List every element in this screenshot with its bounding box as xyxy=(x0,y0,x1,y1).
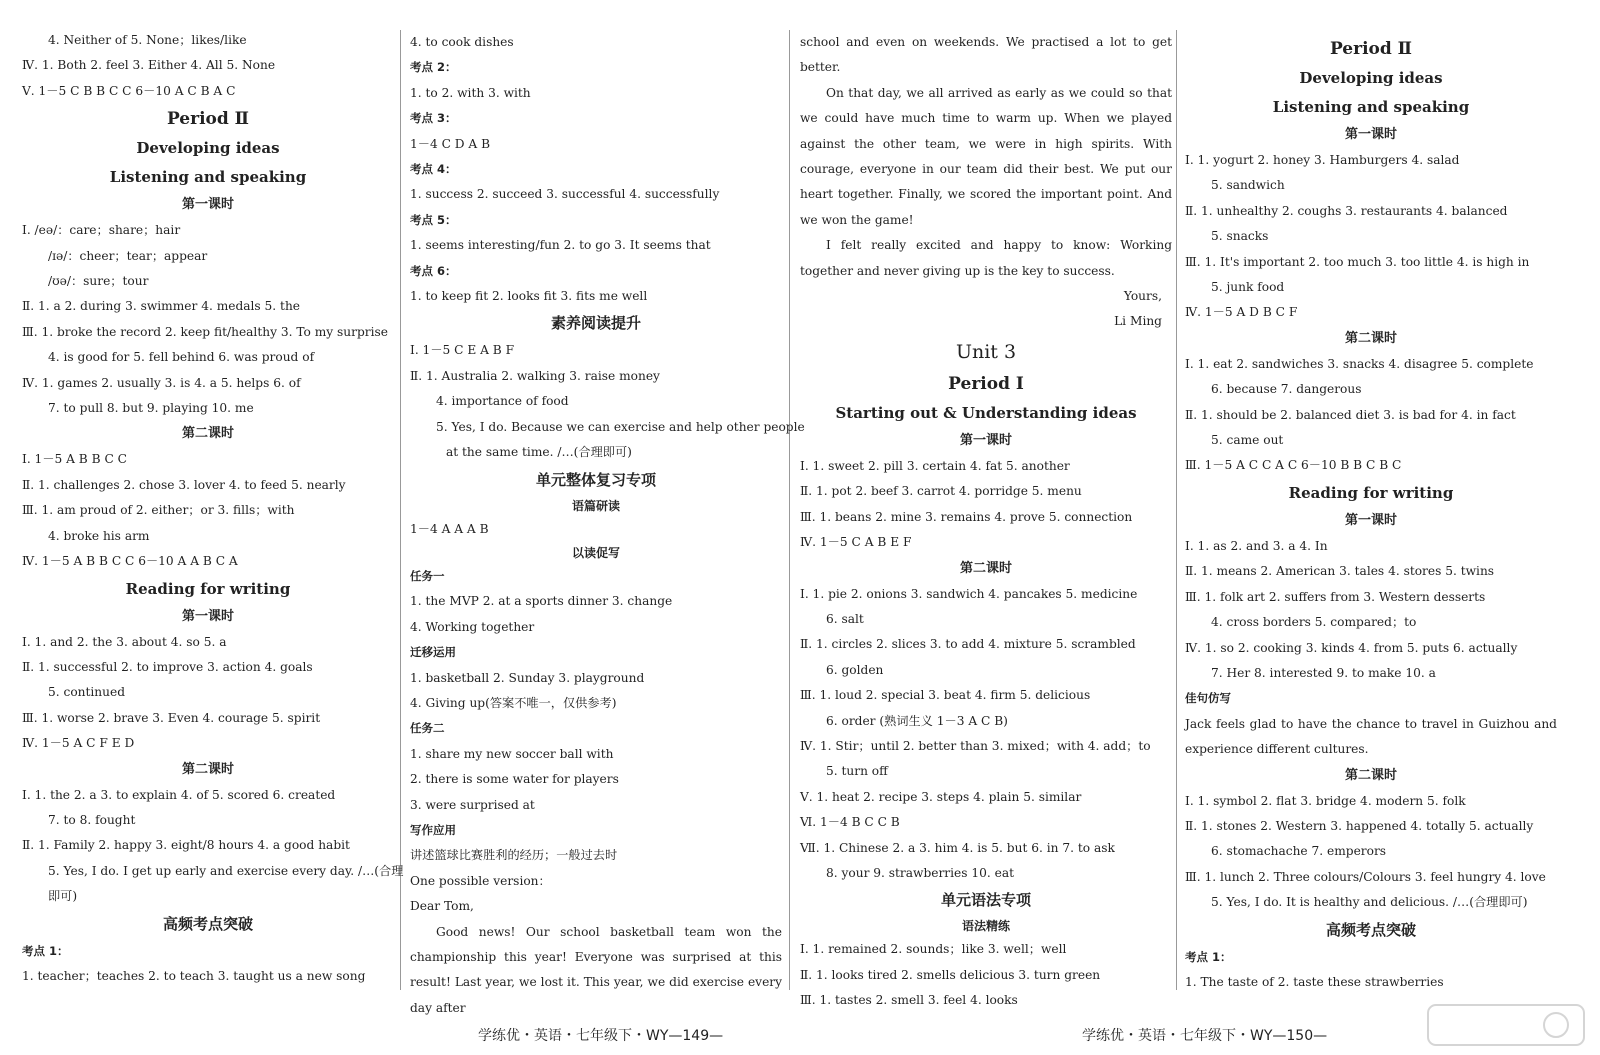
section-heading: Developing ideas xyxy=(136,139,280,158)
essay-paragraph: I felt really excited and happy to know: Working together and never giving up is the key to success. xyxy=(800,238,1172,278)
section-heading: 素养阅读提升 xyxy=(550,314,641,333)
answer-line: Ⅰ. 1. pie 2. onions 3. sandwich 4. pancakes 5. medicine xyxy=(800,586,1138,601)
answer-line: 6. order (熟词生义 1－3 A C B) xyxy=(826,713,1008,728)
column-divider xyxy=(400,30,401,990)
task-label: 写作应用 xyxy=(410,822,456,837)
answer-column-1 xyxy=(22,28,404,989)
answer-line: Ⅲ. 1. loud 2. special 3. beat 4. firm 5. delicious xyxy=(800,688,1091,703)
answer-line: Ⅱ. 1. challenges 2. chose 3. lover 4. to feed 5. nearly xyxy=(22,477,346,492)
answer-line: Ⅵ. 1－4 B C C B xyxy=(800,815,900,830)
answer-column-4 xyxy=(1185,34,1557,995)
answer-line: 4. Giving up(答案不唯一，仅供参考) xyxy=(410,695,617,710)
point-label: 考点 1： xyxy=(22,943,69,958)
answer-line: 1. seems interesting/fun 2. to go 3. It seems that xyxy=(410,238,711,253)
answer-line: Ⅳ. 1. Both 2. feel 3. Either 4. All 5. None xyxy=(22,58,276,73)
answer-line: Ⅰ. 1. and 2. the 3. about 4. so 5. a xyxy=(22,634,227,649)
answer-line: Ⅱ. 1. a 2. during 3. swimmer 4. medals 5. the xyxy=(22,299,301,314)
answer-line: 5. turn off xyxy=(826,764,888,779)
answer-line: 4. Working together xyxy=(410,619,535,634)
answer-line: Ⅴ. 1－5 C B B C C 6－10 A C B A C xyxy=(22,83,236,98)
lesson-heading: 第一课时 xyxy=(1344,127,1397,142)
answer-line: 6. stomachache 7. emperors xyxy=(1211,844,1387,859)
point-label: 考点 1： xyxy=(1185,949,1232,964)
answer-line: Ⅲ. 1－5 A C C A C 6－10 B B C B C xyxy=(1185,458,1402,473)
answer-line: Ⅰ. 1. sweet 2. pill 3. certain 4. fat 5. another xyxy=(800,458,1070,473)
essay-paragraph: On that day, we all arrived as early as we could so that we could have much time to warm up. When we played against the other team, we were in high spirits. With courage, everyone in our team did their best. We put our heart together. Finally, we scored the important point. And we won the game! xyxy=(800,85,1172,227)
answer-line: Ⅱ. 1. Australia 2. walking 3. raise money xyxy=(410,368,660,383)
answer-line: 6. salt xyxy=(826,611,864,626)
answer-line: One possible version： xyxy=(410,873,551,888)
answer-line: 5. continued xyxy=(48,685,126,700)
page-footer-right: 学练优・英语・七年级下・WY—150— xyxy=(1082,1028,1328,1044)
period-heading: Period Ⅱ xyxy=(1329,39,1413,59)
answer-line: 1－4 A A A B xyxy=(410,521,489,536)
answer-line: 4. is good for 5. fell behind 6. was proud of xyxy=(48,350,315,365)
answer-line: Ⅱ. 1. pot 2. beef 3. carrot 4. porridge 5. menu xyxy=(800,484,1082,499)
section-heading: Developing ideas xyxy=(1299,69,1443,87)
answer-line: 7. to pull 8. but 9. playing 10. me xyxy=(48,401,254,416)
answer-line: 6. golden xyxy=(826,662,884,677)
answer-line: Ⅱ. 1. circles 2. slices 3. to add 4. mixture 5. scrambled xyxy=(800,637,1136,652)
answer-line: 1. to keep fit 2. looks fit 3. fits me well xyxy=(410,289,648,304)
point-label: 考点 5： xyxy=(410,212,457,227)
answer-line: Ⅰ. 1－5 C E A B F xyxy=(410,343,515,358)
subsection-heading: 以读促写 xyxy=(571,545,620,560)
answer-line: 5. snacks xyxy=(1211,229,1269,244)
answer-line: Ⅲ. 1. folk art 2. suffers from 3. Western desserts xyxy=(1185,589,1486,604)
answer-line: Ⅳ. 1－5 C A B E F xyxy=(800,535,912,550)
letter-signature: Li Ming xyxy=(1114,314,1162,329)
answer-line: Ⅲ. 1. It's important 2. too much 3. too little 4. is high in xyxy=(1185,254,1530,269)
answer-line: Ⅰ. /eə/：care；share；hair xyxy=(22,223,181,238)
answer-line: Ⅲ. 1. am proud of 2. either；or 3. fills；with xyxy=(22,503,295,518)
lesson-heading: 第一课时 xyxy=(181,197,234,213)
answer-line: Ⅰ. 1. as 2. and 3. a 4. In xyxy=(1185,538,1328,553)
answer-line: 5. sandwich xyxy=(1211,178,1285,193)
letter-closing: Yours, xyxy=(1123,289,1162,304)
page-footer-left: 学练优・英语・七年级下・WY—149— xyxy=(478,1028,724,1044)
answer-line: Ⅱ. 1. looks tired 2. smells delicious 3. turn green xyxy=(800,967,1101,982)
answer-line: 4. Neither of 5. None；likes/like xyxy=(48,33,247,47)
answer-line: 1－4 C D A B xyxy=(410,136,491,151)
answer-column-2 xyxy=(410,30,805,1021)
answer-line: Ⅳ. 1－5 A D B C F xyxy=(1185,305,1298,320)
answer-line: 1. basketball 2. Sunday 3. playground xyxy=(410,670,645,685)
lesson-heading: 第二课时 xyxy=(1344,767,1397,783)
answer-line: Ⅳ. 1. Stir；until 2. better than 3. mixed；with 4. add；to xyxy=(800,738,1151,753)
section-heading: 单元语法专项 xyxy=(940,891,1031,910)
answer-line: 7. Her 8. interested 9. to make 10. a xyxy=(1211,665,1436,680)
lesson-heading: 第二课时 xyxy=(959,560,1012,576)
answer-line: Ⅰ. 1. yogurt 2. honey 3. Hamburgers 4. salad xyxy=(1185,153,1460,167)
lesson-heading: 第一课时 xyxy=(181,608,234,624)
answer-line: 4. to cook dishes xyxy=(410,35,514,49)
answer-line: 2. there is some water for players xyxy=(410,772,619,787)
section-heading: Reading for writing xyxy=(125,579,291,598)
answer-line: 1. share my new soccer ball with xyxy=(410,746,614,761)
task-label: 任务一 xyxy=(410,568,445,583)
unit-heading: Unit 3 xyxy=(955,340,1017,363)
answer-line: Ⅱ. 1. means 2. American 3. tales 4. stores 5. twins xyxy=(1185,564,1495,579)
answer-line: Ⅲ. 1. tastes 2. smell 3. feel 4. looks xyxy=(800,993,1018,1008)
answer-line: Ⅰ. 1－5 A B B C C xyxy=(22,452,127,467)
subsection-heading: 语篇研读 xyxy=(571,498,620,513)
task-label: 迁移运用 xyxy=(410,645,456,660)
point-label: 考点 3： xyxy=(410,111,457,126)
answer-line: Ⅰ. 1. remained 2. sounds；like 3. well；well xyxy=(800,942,1067,957)
answer-line: Ⅱ. 1. stones 2. Western 3. happened 4. totally 5. actually xyxy=(1185,818,1534,833)
essay-paragraph: Good news! Our school basketball team won the championship this year! Everyone was surprised at this result! Last year, we lost it. This year, we did exercise every day after xyxy=(410,924,782,1015)
task-label: 佳句仿写 xyxy=(1185,691,1231,706)
column-divider xyxy=(1176,30,1177,990)
answer-line: 8. your 9. strawberries 10. eat xyxy=(826,865,1014,880)
answer-column-3 xyxy=(800,30,1172,1014)
answer-line: 5. junk food xyxy=(1211,280,1285,295)
answer-line: 1. the MVP 2. at a sports dinner 3. change xyxy=(410,594,673,609)
watermark-logo xyxy=(1426,1001,1586,1049)
point-label: 考点 2： xyxy=(410,60,457,75)
answer-line: Ⅳ. 1. games 2. usually 3. is 4. a 5. helps 6. of xyxy=(22,375,301,390)
column-divider xyxy=(789,30,790,990)
lesson-heading: 第二课时 xyxy=(181,426,234,442)
answer-line: /ʊə/：sure；tour xyxy=(48,274,149,289)
answer-line: Ⅰ. 1. the 2. a 3. to explain 4. of 5. scored 6. created xyxy=(22,787,336,802)
answer-line: Ⅳ. 1－5 A B B C C 6－10 A A B C A xyxy=(22,554,238,569)
section-heading: Starting out & Understanding ideas xyxy=(835,403,1137,422)
answer-line: Ⅲ. 1. broke the record 2. keep fit/healthy 3. To my surprise xyxy=(22,324,388,339)
model-sentence: Jack feels glad to have the chance to travel in Guizhou and experience different cultures. xyxy=(1185,716,1557,757)
answer-line: at the same time. /…(合理即可) xyxy=(446,445,632,460)
answer-line: 5. Yes, I do. It is healthy and delicious. /…(合理即可) xyxy=(1211,895,1528,910)
answer-line: Ⅶ. 1. Chinese 2. a 3. him 4. is 5. but 6. in 7. to ask xyxy=(800,840,1115,855)
answer-line: Ⅱ. 1. Family 2. happy 3. eight/8 hours 4. a good habit xyxy=(22,838,350,853)
lesson-heading: 第二课时 xyxy=(181,761,234,777)
answer-line: 1. The taste of 2. taste these strawberries xyxy=(1185,974,1444,989)
essay-paragraph: school and even on weekends. We practised a lot to get better. xyxy=(800,35,1172,75)
answer-line: 5. Yes, I do. I get up early and exercise every day. /…(合理 xyxy=(48,863,404,878)
answer-line: 4. importance of food xyxy=(436,394,569,409)
answer-line: 1. teacher；teaches 2. to teach 3. taught us a new song xyxy=(22,968,366,983)
answer-line: Ⅳ. 1. so 2. cooking 3. kinds 4. from 5. puts 6. actually xyxy=(1185,640,1518,655)
section-heading: 高频考点突破 xyxy=(162,914,253,933)
answer-line: 7. to 8. fought xyxy=(48,812,136,827)
lesson-heading: 第二课时 xyxy=(1344,330,1397,346)
answer-line: 4. cross borders 5. compared；to xyxy=(1211,615,1417,630)
section-heading: Listening and speaking xyxy=(1272,98,1470,116)
answer-line: 讲述篮球比赛胜利的经历；一般过去时 xyxy=(410,848,618,863)
answer-line: Ⅱ. 1. successful 2. to improve 3. action 4. goals xyxy=(22,659,313,674)
lesson-heading: 第一课时 xyxy=(959,432,1012,448)
task-label: 任务二 xyxy=(410,721,445,736)
answer-line: /ɪə/：cheer；tear；appear xyxy=(48,248,208,263)
answer-line: 1. to 2. with 3. with xyxy=(410,85,531,100)
subsection-heading: 语法精练 xyxy=(961,919,1010,934)
answer-line: 3. were surprised at xyxy=(410,797,535,812)
answer-line: Ⅳ. 1－5 A C F E D xyxy=(22,736,135,751)
answer-line: 5. came out xyxy=(1211,433,1284,448)
answer-line: 1. success 2. succeed 3. successful 4. successfully xyxy=(410,187,720,202)
answer-line: 4. broke his arm xyxy=(48,528,150,543)
section-heading: Listening and speaking xyxy=(109,168,307,187)
answer-line: Ⅰ. 1. symbol 2. flat 3. bridge 4. modern 5. folk xyxy=(1185,793,1466,808)
answer-line: 6. because 7. dangerous xyxy=(1211,382,1362,397)
section-heading: Reading for writing xyxy=(1288,483,1454,502)
answer-line: 5. Yes, I do. Because we can exercise and help other people xyxy=(436,419,805,434)
section-heading: 高频考点突破 xyxy=(1325,920,1416,939)
section-heading: 单元整体复习专项 xyxy=(535,470,656,489)
point-label: 考点 4： xyxy=(410,162,457,177)
answer-line: Ⅲ. 1. lunch 2. Three colours/Colours 3. feel hungry 4. love xyxy=(1185,869,1546,884)
answer-line: Ⅴ. 1. heat 2. recipe 3. steps 4. plain 5. similar xyxy=(800,789,1082,804)
answer-line: Ⅱ. 1. unhealthy 2. coughs 3. restaurants 4. balanced xyxy=(1185,203,1508,218)
lesson-heading: 第一课时 xyxy=(1344,512,1397,528)
answer-line: Dear Tom, xyxy=(410,899,474,914)
answer-line: 即可) xyxy=(48,889,78,904)
point-label: 考点 6： xyxy=(410,263,457,278)
answer-line: Ⅰ. 1. eat 2. sandwiches 3. snacks 4. disagree 5. complete xyxy=(1185,356,1534,371)
answer-line: Ⅲ. 1. worse 2. brave 3. Even 4. courage 5. spirit xyxy=(22,710,321,725)
period-heading: Period Ⅰ xyxy=(948,373,1024,394)
period-heading: Period Ⅱ xyxy=(166,109,250,130)
answer-line: Ⅱ. 1. should be 2. balanced diet 3. is bad for 4. in fact xyxy=(1185,407,1516,422)
answer-line: Ⅲ. 1. beans 2. mine 3. remains 4. prove 5. connection xyxy=(800,509,1133,524)
